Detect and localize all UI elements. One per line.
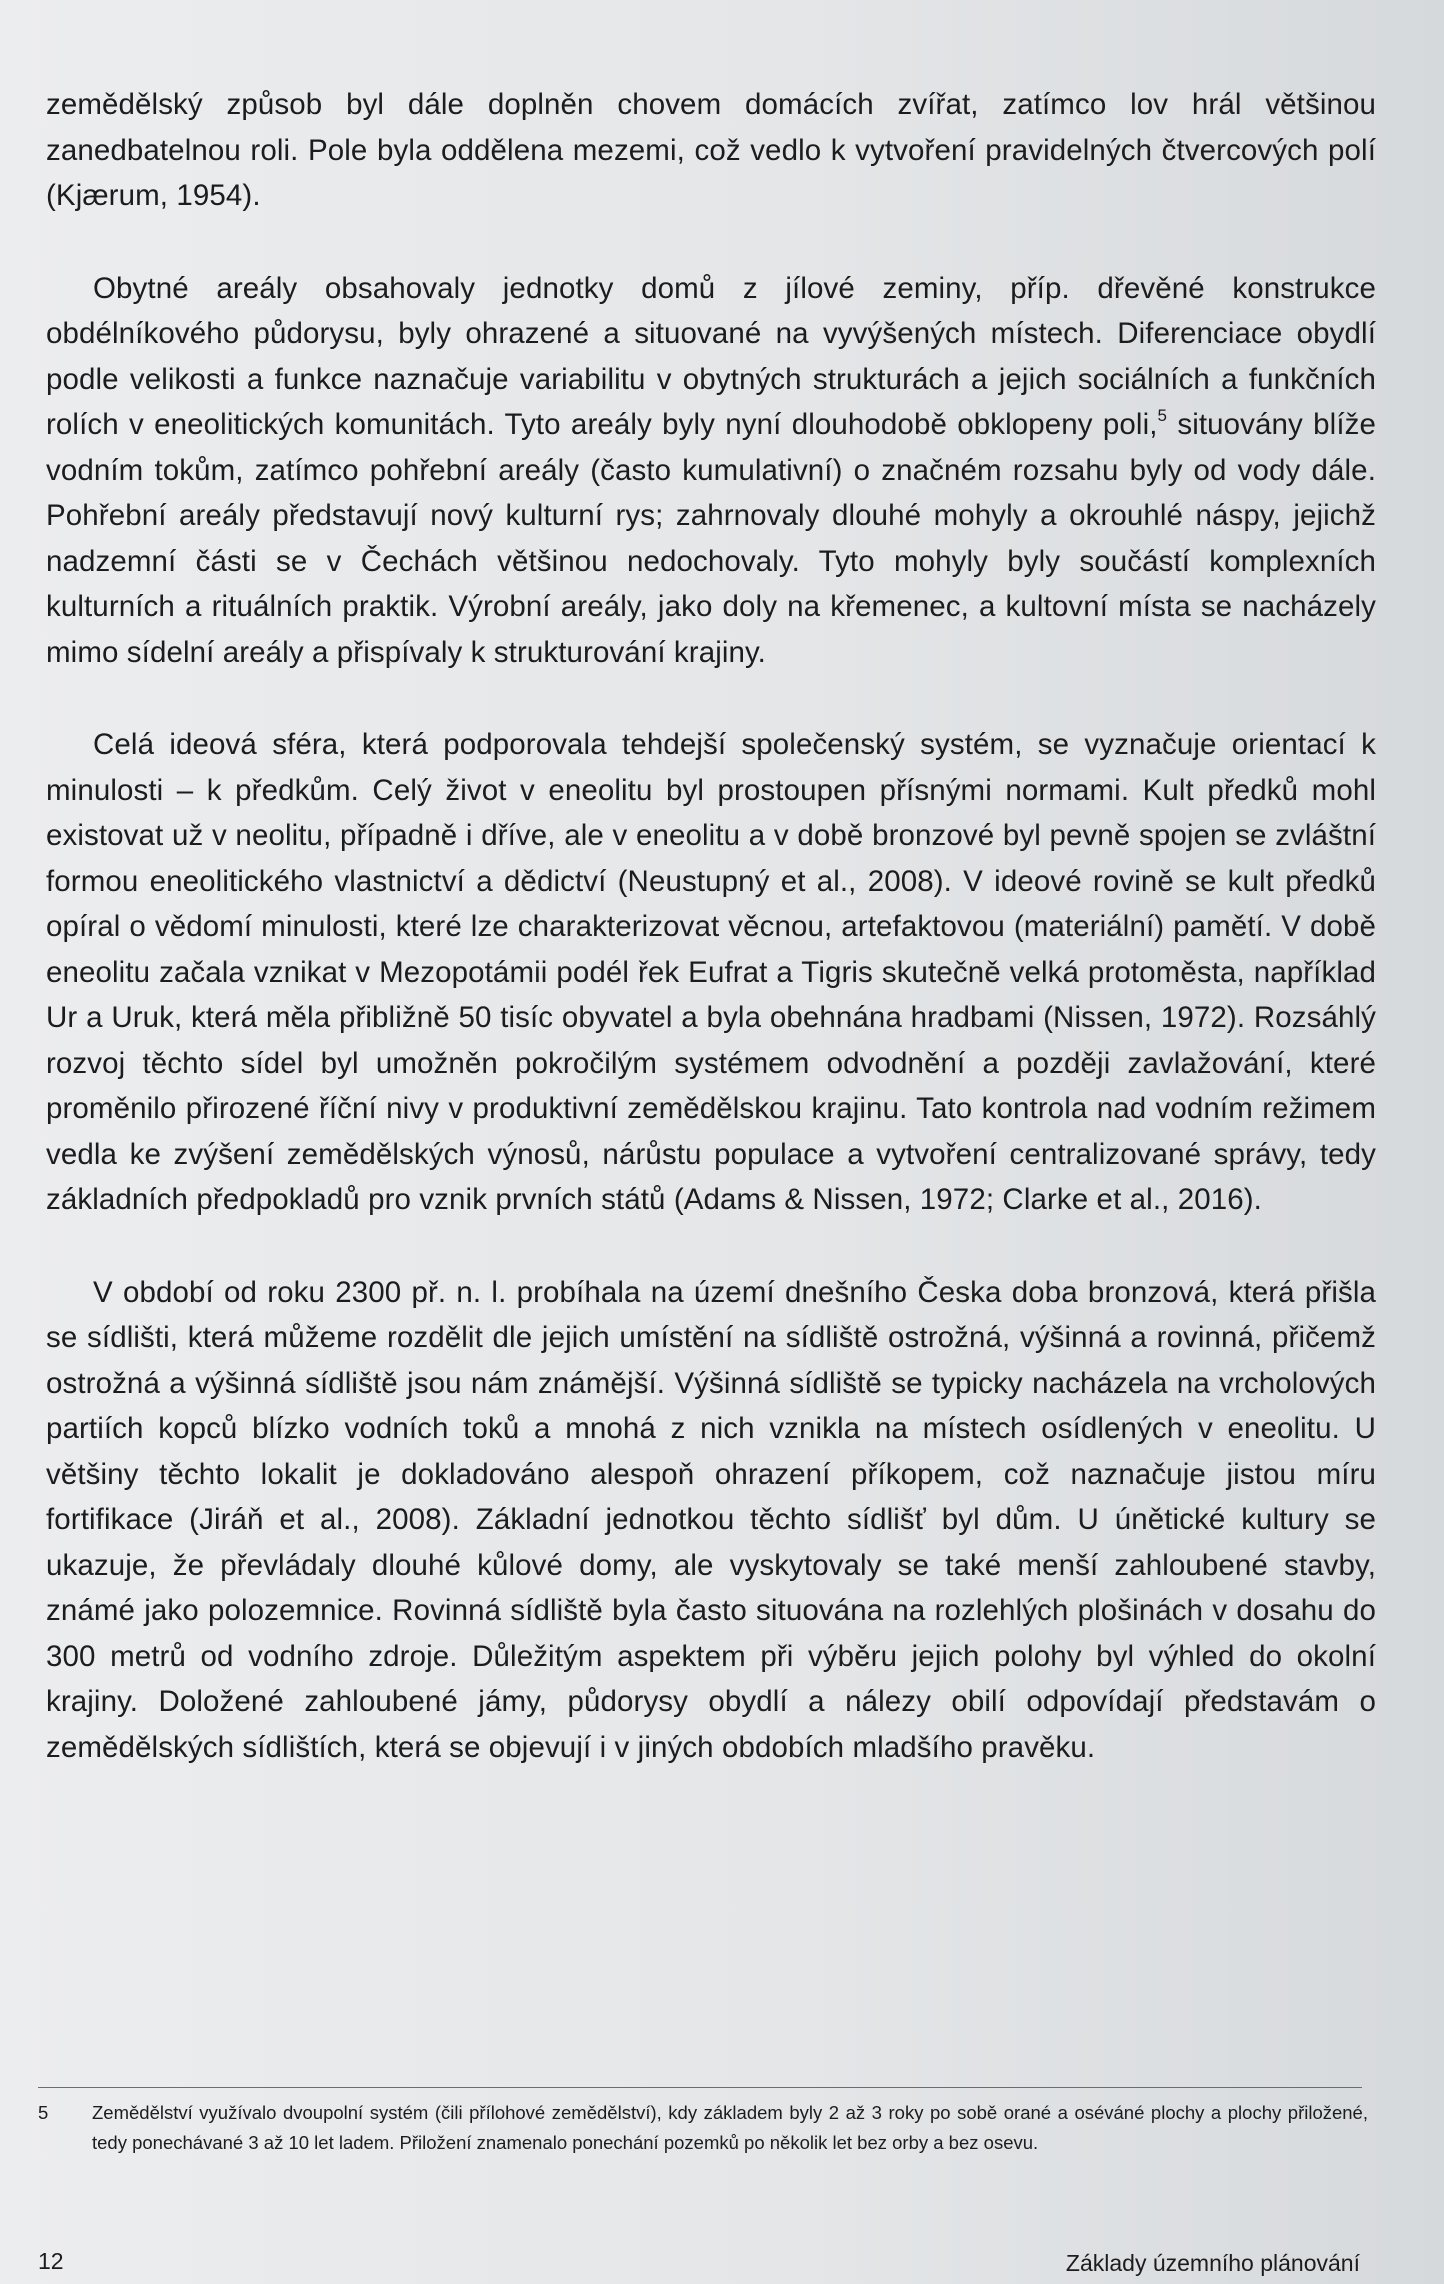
paragraph-1-text: zemědělský způsob byl dále doplněn chovem domácích zvířat, zatímco lov hrál většinou zanedbatelnou roli. Pole byla oddělena mezemi, což vedlo k vytvoření pravidelných čtvercových polí (Kjærum, 1954). bbox=[46, 88, 1376, 212]
footnote-number: 5 bbox=[38, 2102, 49, 2123]
paragraph-3 bbox=[46, 722, 1376, 1223]
paragraph-2-text: Obytné areály obsahovaly jednotky domů z jílové zeminy, příp. dřevěné konstrukce obdélníkového půdorysu, byly ohrazené a situované na vyvýšených místech. Diferenciace obydlí podle velikosti a funkce naznačuje variabilitu v obytných strukturách a jejich sociálních a funkčních rolích v eneolitických komunitách. Tyto areály byly nyní dlouhodobě obklopeny poli, bbox=[46, 271, 1376, 441]
footnote bbox=[38, 2098, 1368, 2158]
paragraph-2 bbox=[46, 266, 1376, 676]
footnote-text: Zemědělství využívalo dvoupolní systém (čili přílohové zemědělství), kdy základem byly 2 až 3 roky po sobě orané a oséváné plochy a plochy přiložené, tedy ponechávané 3 až 10 let ladem. Přiložení znamenalo ponechání pozemků po několik let bez orby a bez osevu. bbox=[92, 2102, 1368, 2153]
paragraph-4 bbox=[46, 1270, 1376, 1771]
main-text bbox=[46, 82, 1376, 1770]
footnote-divider bbox=[38, 2087, 1362, 2088]
footnote-reference[interactable]: 5 bbox=[1157, 406, 1168, 425]
paragraph-1 bbox=[46, 82, 1376, 219]
page-number: 12 bbox=[38, 2248, 64, 2274]
running-footer-title: Základy územního plánování bbox=[1065, 2250, 1360, 2276]
paragraph-2-text-continued: situovány blíže vodním tokům, zatímco pohřební areály (často kumulativní) o značném rozsahu byly od vody dále. Pohřební areály představují nový kulturní rys; zahrnovaly dlouhé mohyly a okrouhlé náspy, jejichž nadzemní části se v Čechách většinou nedochovaly. Tyto mohyly byly součástí komplexních kulturních a rituálních praktik. Výrobní areály, jako doly na křemenec, a kultovní místa se nacházely mimo sídelní areály a přispívaly k strukturování krajiny. bbox=[46, 408, 1376, 669]
paragraph-4-text: V období od roku 2300 př. n. l. probíhala na území dnešního Česka doba bronzová, která přišla se sídlišti, která můžeme rozdělit dle jejich umístění na sídliště ostrožná, výšinná a rovinná, přičemž ostrožná a výšinná sídliště jsou nám známější. Výšinná sídliště se typicky nacházela na vrcholových partiích kopců blízko vodních toků a mnohá z nich vznikla na místech osídlených v eneolitu. U většiny těchto lokalit je dokladováno alespoň ohrazení příkopem, což naznačuje jistou míru fortifikace (Jiráň et al., 2008). Základní jednotkou těchto sídlišť byl dům. U únětické kultury se ukazuje, že převládaly dlouhé kůlové domy, ale vyskytovaly se také menší zahloubené stavby, známé jako polozemnice. Rovinná sídliště byla často situována na rozlehlých plošinách v dosahu do 300 metrů od vodního zdroje. Důležitým aspektem při výběru jejich polohy byl výhled do okolní krajiny. Doložené zahloubené jámy, půdorysy obydlí a nálezy obilí odpovídají představám o zemědělských sídlištích, která se objevují i v jiných obdobích mladšího pravěku. bbox=[46, 1275, 1376, 1764]
paragraph-3-text: Celá ideová sféra, která podporovala tehdejší společenský systém, se vyznačuje orientací k minulosti – k předkům. Celý život v eneolitu byl prostoupen přísnými normami. Kult předků mohl existovat už v neolitu, případně i dříve, ale v eneolitu a v době bronzové byl pevně spojen se zvláštní formou eneolitického vlastnictví a dědictví (Neustupný et al., 2008). V ideové rovině se kult předků opíral o vědomí minulosti, které lze charakterizovat věcnou, artefaktovou (materiální) pamětí. V době eneolitu začala vznikat v Mezopotámii podél řek Eufrat a Tigris skutečně velká protoměsta, například Ur a Uruk, která měla přibližně 50 tisíc obyvatel a byla obehnána hradbami (Nissen, 1972). Rozsáhlý rozvoj těchto sídel byl umožněn pokročilým systémem odvodnění a později zavlažování, které proměnilo přirozené říční nivy v produktivní zemědělskou krajinu. Tato kontrola nad vodním režimem vedla ke zvýšení zemědělských výnosů, nárůstu populace a vytvoření centralizované správy, tedy základních předpokladů pro vznik prvních států (Adams & Nissen, 1972; Clarke et al., 2016). bbox=[46, 728, 1376, 1216]
